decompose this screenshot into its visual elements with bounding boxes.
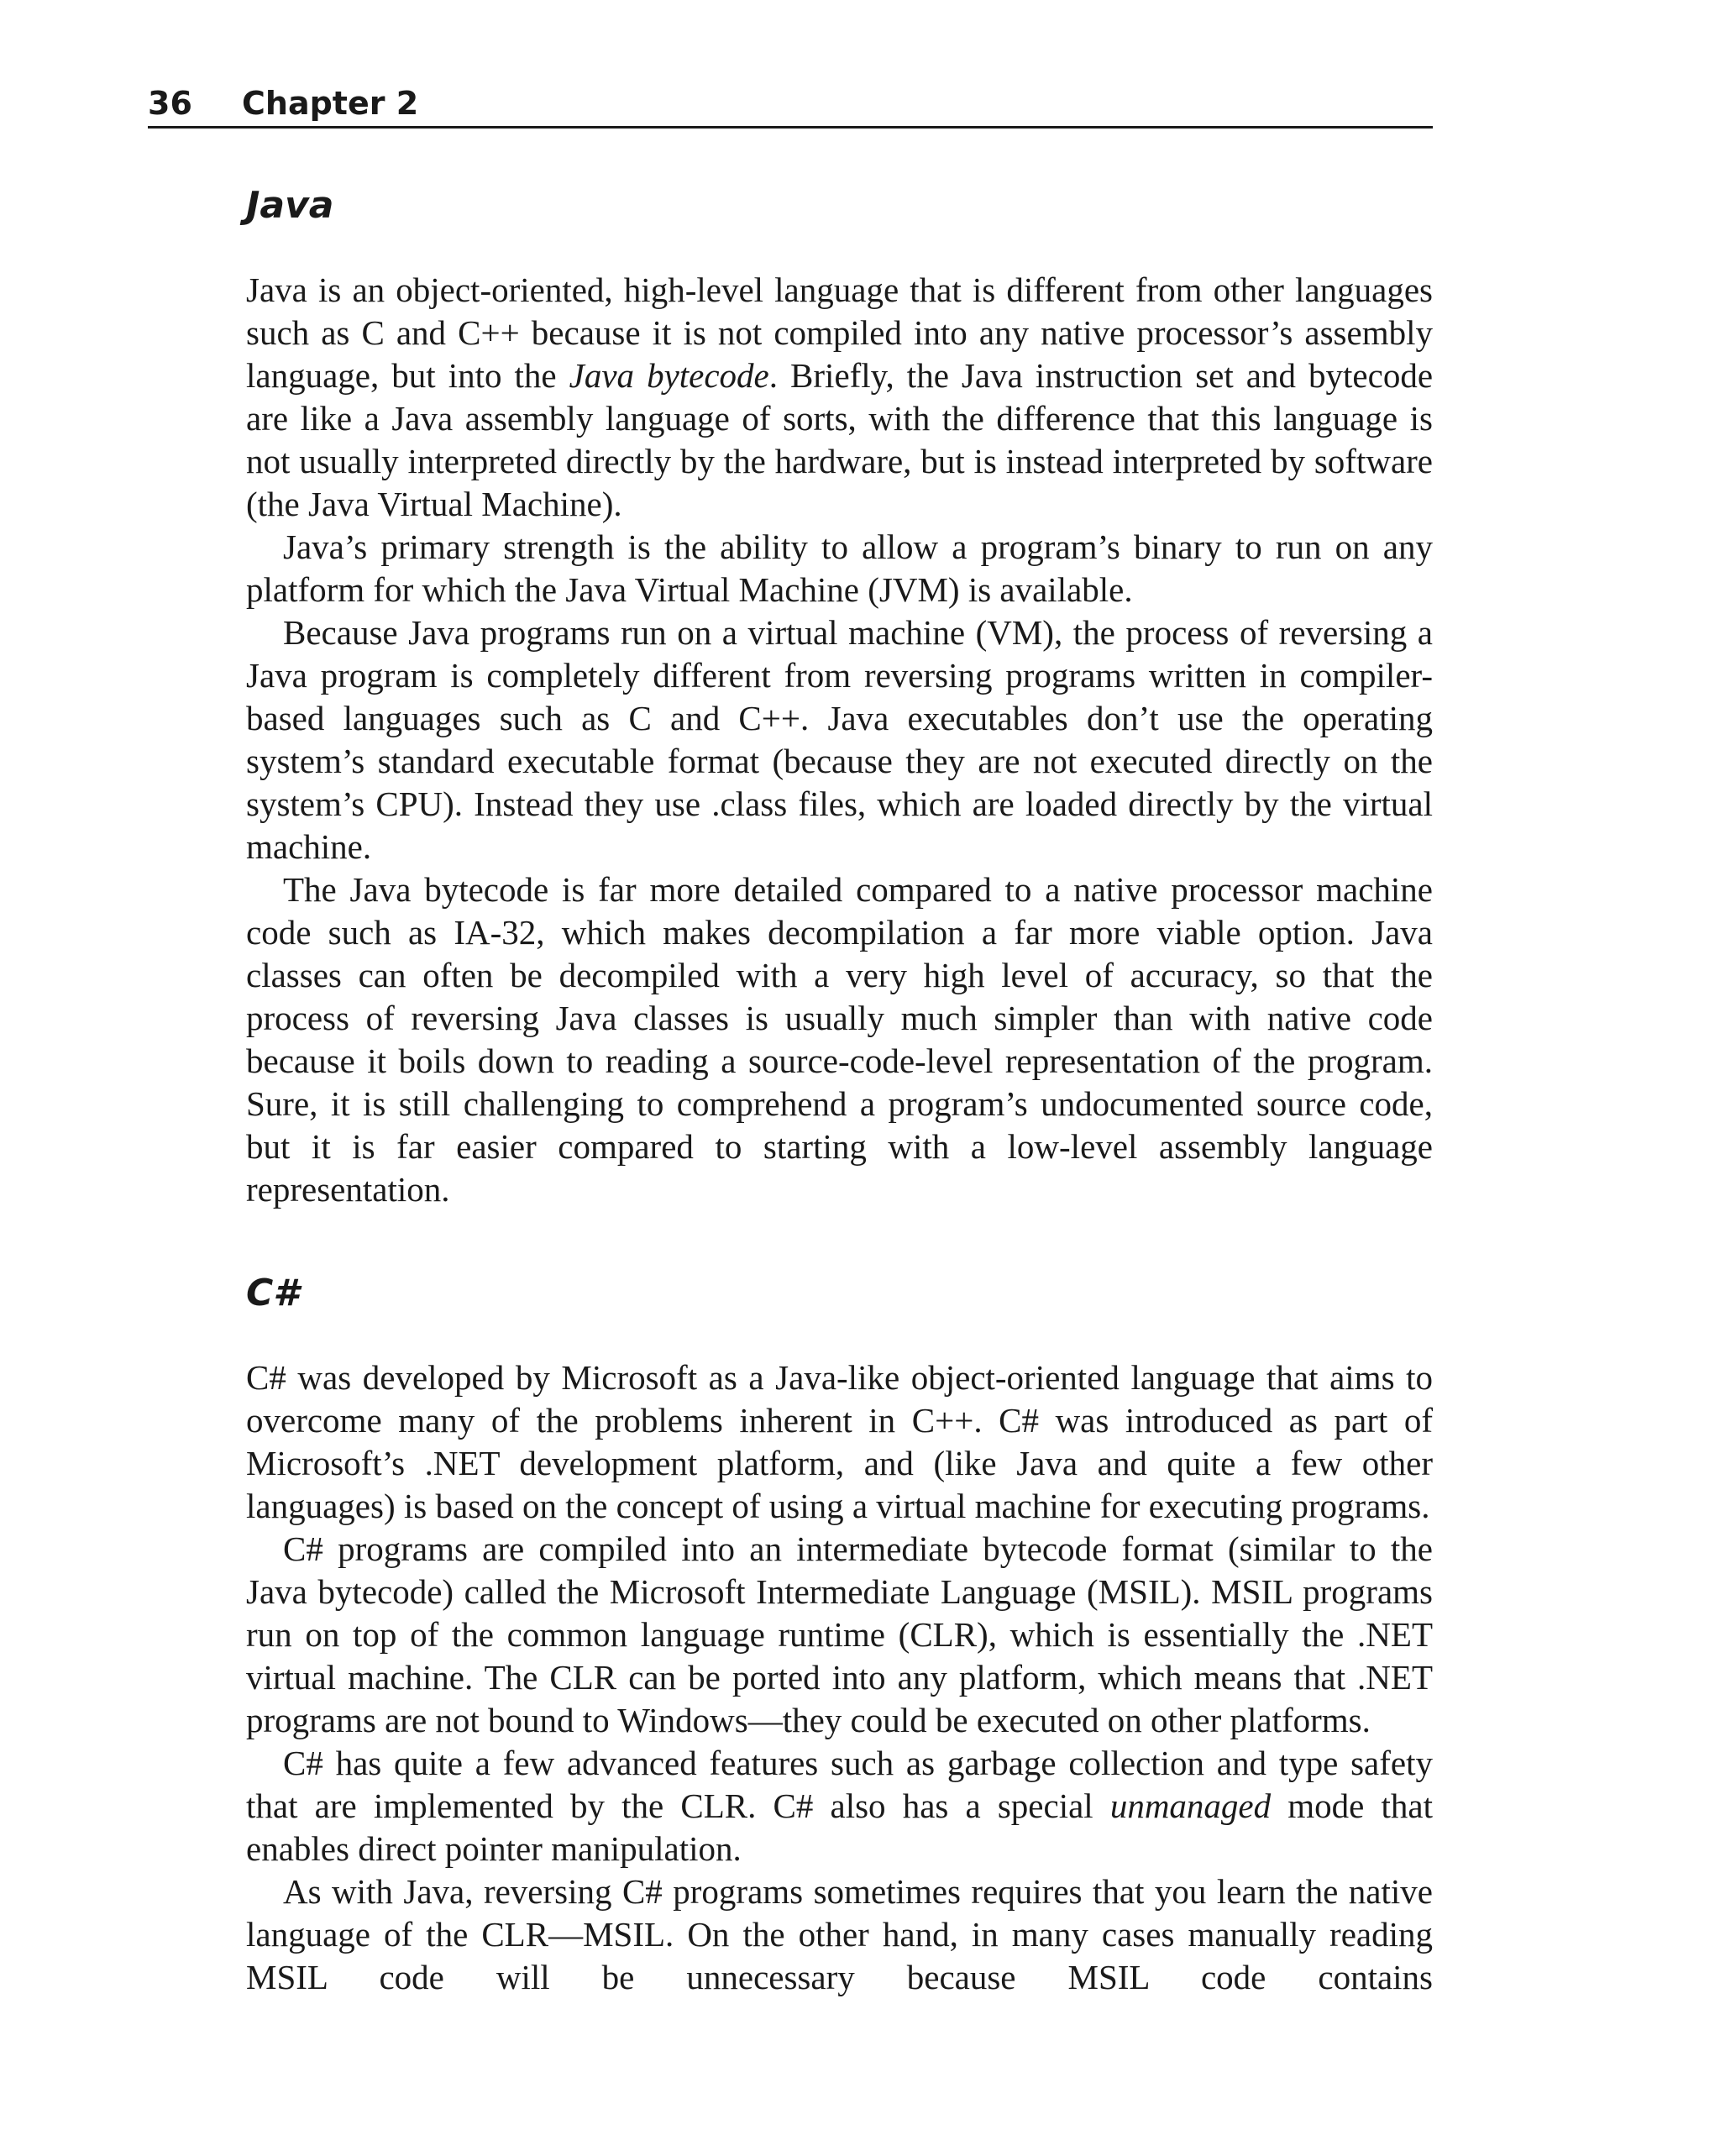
java-paragraph-3: Because Java programs run on a virtual machine (VM), the process of reversing a Java program is completely different from reversing programs written in compiler-based languages such as C and C++. Java executables don’t use the operating system’s standard executable format (because they are not executed directly on the system’s CPU). Instead they use .class files, which are loaded directly by the virtual machine. — [246, 613, 1433, 866]
java-paragraph-1-text-after: . Briefly, the Java instruction set and bytecode are like a Java assembly language of sorts, with the difference that this language is not usually interpreted directly by the hardware, but is instead interpreted by software (the Java Virtual Machine). — [246, 356, 1434, 523]
java-paragraph-2: Java’s primary strength is the ability to allow a program’s binary to run on any platform for which the Java Virtual Machine (JVM) is available. — [246, 527, 1433, 609]
csharp-paragraph-3 — [246, 1742, 1433, 1870]
section-heading-csharp: C# — [246, 1272, 299, 1314]
csharp-paragraph-3-text-after: mode that enables direct pointer manipulation. — [246, 1786, 1433, 1868]
java-paragraph-1-text-before: Java is an object-oriented, high-level language that is different from other languages such as C and C++ because it is not compiled into any native processor’s assembly language, but into the — [246, 270, 1433, 395]
page-number: 36 — [148, 85, 192, 122]
section-heading-java: Java — [246, 184, 334, 227]
java-paragraph-1 — [246, 269, 1433, 526]
chapter-label: Chapter 2 — [242, 85, 419, 122]
running-header — [148, 81, 1433, 129]
java-bytecode-emphasis: Java bytecode — [569, 356, 769, 395]
csharp-paragraph-1: C# was developed by Microsoft as a Java-like object-oriented language that aims to overcome many of the problems inherent in C++. C# was introduced as part of Microsoft’s .NET development platform, and (like Java and quite a few other languages) is based on the concept of using a virtual machine for executing programs. — [246, 1358, 1433, 1525]
java-paragraph-4: The Java bytecode is far more detailed compared to a native processor machine code such as IA-32, which makes decompilation a far more viable option. Java classes can often be decompiled with a very high level of accuracy, so that the process of reversing Java classes is usually much simpler than with native code because it boils down to reading a source-code-level representation of the program. Sure, it is still challenging to comprehend a program’s undocumented source code, but it is far easier compared to starting with a low-level assembly language representation. — [246, 870, 1433, 1209]
csharp-paragraph-2: C# programs are compiled into an intermediate bytecode format (similar to the Java bytecode) called the Microsoft Intermediate Language (MSIL). MSIL programs run on top of the common language runtime (CLR), which is essentially the .NET virtual machine. The CLR can be ported into any platform, which means that .NET programs are not bound to Windows—they could be executed on other platforms. — [246, 1529, 1433, 1739]
csharp-paragraph-4: As with Java, reversing C# programs sometimes requires that you learn the native language of the CLR—MSIL. On the other hand, in many cases manually reading MSIL code will be unnecessary because MSIL code contains — [246, 1872, 1433, 1996]
page-body — [246, 181, 1433, 1999]
unmanaged-emphasis: unmanaged — [1109, 1786, 1272, 1825]
csharp-paragraph-3-text-before: C# has quite a few advanced features such as garbage collection and type safety that are implemented by the CLR. C# also has a special — [246, 1744, 1433, 1825]
